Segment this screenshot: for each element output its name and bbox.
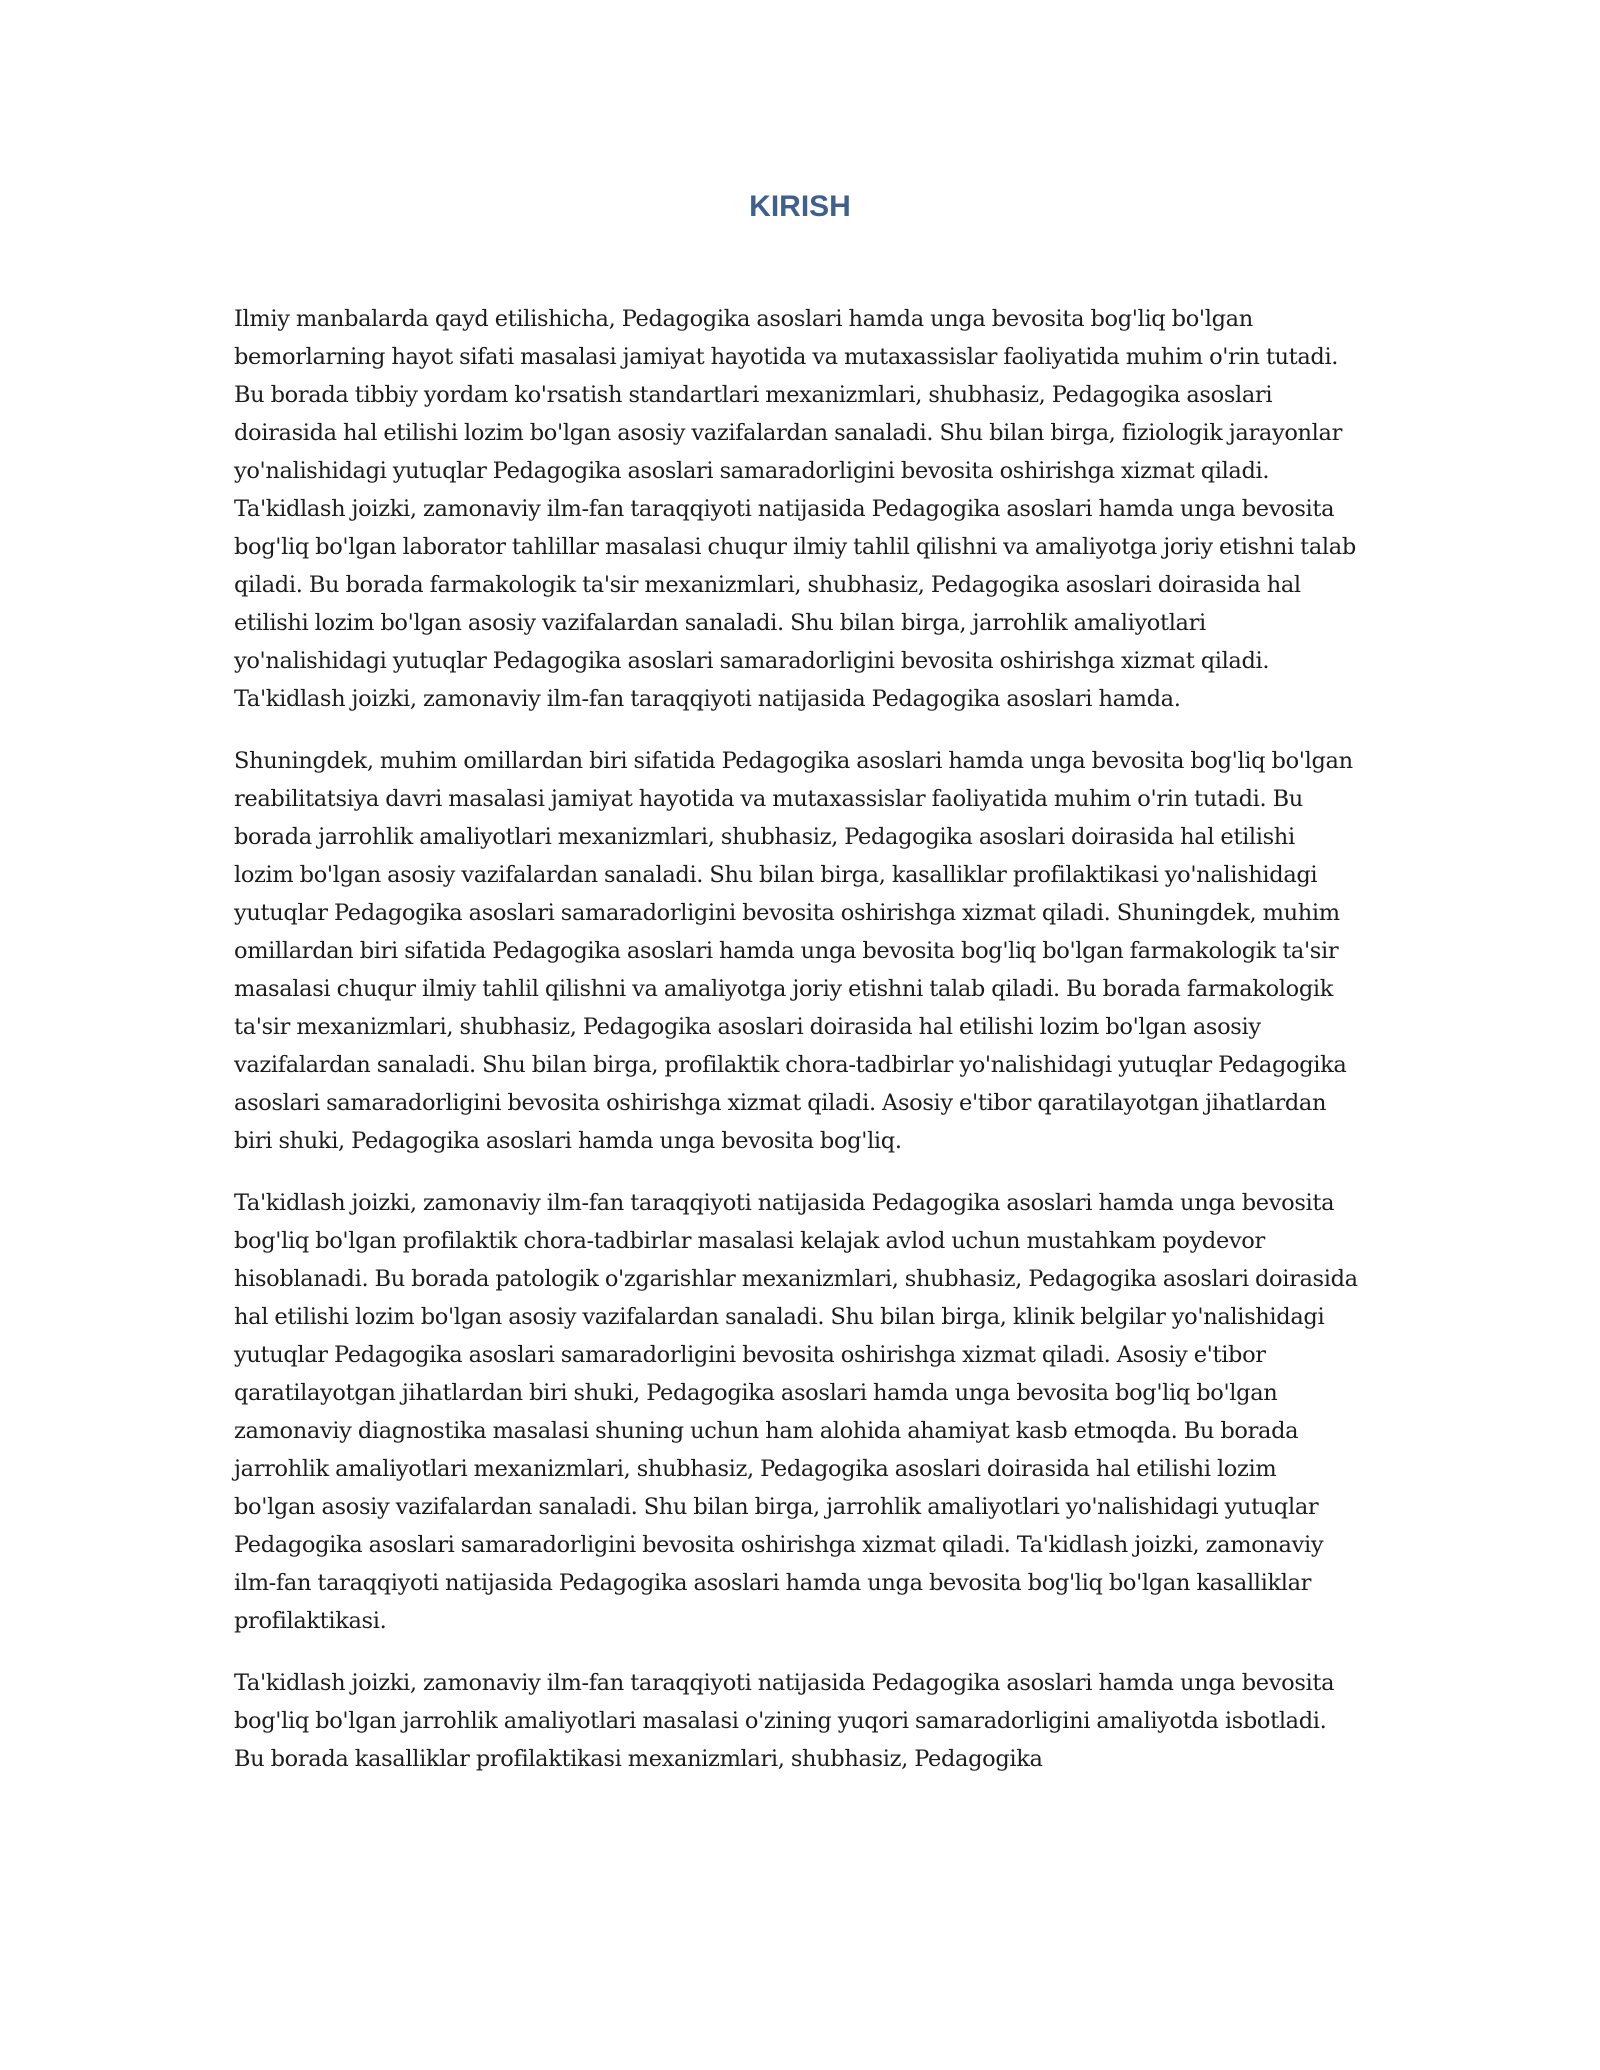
paragraph-4: Ta'kidlash joizki, zamonaviy ilm-fan taraqqiyoti natijasida Pedagogika asoslari hamda unga bevosita bog'liq bo'lgan jarrohlik amaliyotlari masalasi o'zining yuqori samaradorligini amaliyotda isbotladi. Bu borada kasalliklar profilaktikasi mexanizmlari, shubhasiz, Pedagogika bbox=[234, 1670, 1335, 1772]
page-title: KIRISH bbox=[749, 190, 851, 223]
paragraph-1: Ilmiy manbalarda qayd etilishicha, Pedagogika asoslari hamda unga bevosita bog'liq bo'lgan bemorlarning hayot sifati masalasi jamiyat hayotida va mutaxassislar faoliyatida muhim o'rin tutadi. Bu borada tibbiy yordam ko'rsatish standartlari mexanizmlari, shubhasiz, Pedagogika asoslari doirasida hal etilishi lozim bo'lgan asosiy vazifalardan sanaladi. Shu bilan birga, fiziologik jarayonlar yo'nalishidagi yutuqlar Pedagogika asoslari samaradorligini bevosita oshirishga xizmat qiladi. Ta'kidlash joizki, zamonaviy ilm-fan taraqqiyoti natijasida Pedagogika asoslari hamda unga bevosita bog'liq bo'lgan laborator tahlillar masalasi chuqur ilmiy tahlil qilishni va amaliyotga joriy etishni talab qiladi. Bu borada farmakologik ta'sir mexanizmlari, shubhasiz, Pedagogika asoslari doirasida hal etilishi lozim bo'lgan asosiy vazifalardan sanaladi. Shu bilan birga, jarrohlik amaliyotlari yo'nalishidagi yutuqlar Pedagogika asoslari samaradorligini bevosita oshirishga xizmat qiladi. Ta'kidlash joizki, zamonaviy ilm-fan taraqqiyoti natijasida Pedagogika asoslari hamda. bbox=[234, 306, 1356, 712]
paragraph-2: Shuningdek, muhim omillardan biri sifatida Pedagogika asoslari hamda unga bevosita bog'liq bo'lgan reabilitatsiya davri masalasi jamiyat hayotida va mutaxassislar faoliyatida muhim o'rin tutadi. Bu borada jarrohlik amaliyotlari mexanizmlari, shubhasiz, Pedagogika asoslari doirasida hal etilishi lozim bo'lgan asosiy vazifalardan sanaladi. Shu bilan birga, kasalliklar profilaktikasi yo'nalishidagi yutuqlar Pedagogika asoslari samaradorligini bevosita oshirishga xizmat qiladi. Shuningdek, muhim omillardan biri sifatida Pedagogika asoslari hamda unga bevosita bog'liq bo'lgan farmakologik ta'sir masalasi chuqur ilmiy tahlil qilishni va amaliyotga joriy etishni talab qiladi. Bu borada farmakologik ta'sir mexanizmlari, shubhasiz, Pedagogika asoslari doirasida hal etilishi lozim bo'lgan asosiy vazifalardan sanaladi. Shu bilan birga, profilaktik chora-tadbirlar yo'nalishidagi yutuqlar Pedagogika asoslari samaradorligini bevosita oshirishga xizmat qiladi. Asosiy e'tibor qaratilayotgan jihatlardan biri shuki, Pedagogika asoslari hamda unga bevosita bog'liq. bbox=[234, 748, 1353, 1154]
body-text bbox=[234, 300, 1358, 1802]
paragraph-3: Ta'kidlash joizki, zamonaviy ilm-fan taraqqiyoti natijasida Pedagogika asoslari hamda unga bevosita bog'liq bo'lgan profilaktik chora-tadbirlar masalasi kelajak avlod uchun mustahkam poydevor hisoblanadi. Bu borada patologik o'zgarishlar mexanizmlari, shubhasiz, Pedagogika asoslari doirasida hal etilishi lozim bo'lgan asosiy vazifalardan sanaladi. Shu bilan birga, klinik belgilar yo'nalishidagi yutuqlar Pedagogika asoslari samaradorligini bevosita oshirishga xizmat qiladi. Asosiy e'tibor qaratilayotgan jihatlardan biri shuki, Pedagogika asoslari hamda unga bevosita bog'liq bo'lgan zamonaviy diagnostika masalasi shuning uchun ham alohida ahamiyat kasb etmoqda. Bu borada jarrohlik amaliyotlari mexanizmlari, shubhasiz, Pedagogika asoslari doirasida hal etilishi lozim bo'lgan asosiy vazifalardan sanaladi. Shu bilan birga, jarrohlik amaliyotlari yo'nalishidagi yutuqlar Pedagogika asoslari samaradorligini bevosita oshirishga xizmat qiladi. Ta'kidlash joizki, zamonaviy ilm-fan taraqqiyoti natijasida Pedagogika asoslari hamda unga bevosita bog'liq bo'lgan kasalliklar profilaktikasi. bbox=[234, 1190, 1358, 1634]
